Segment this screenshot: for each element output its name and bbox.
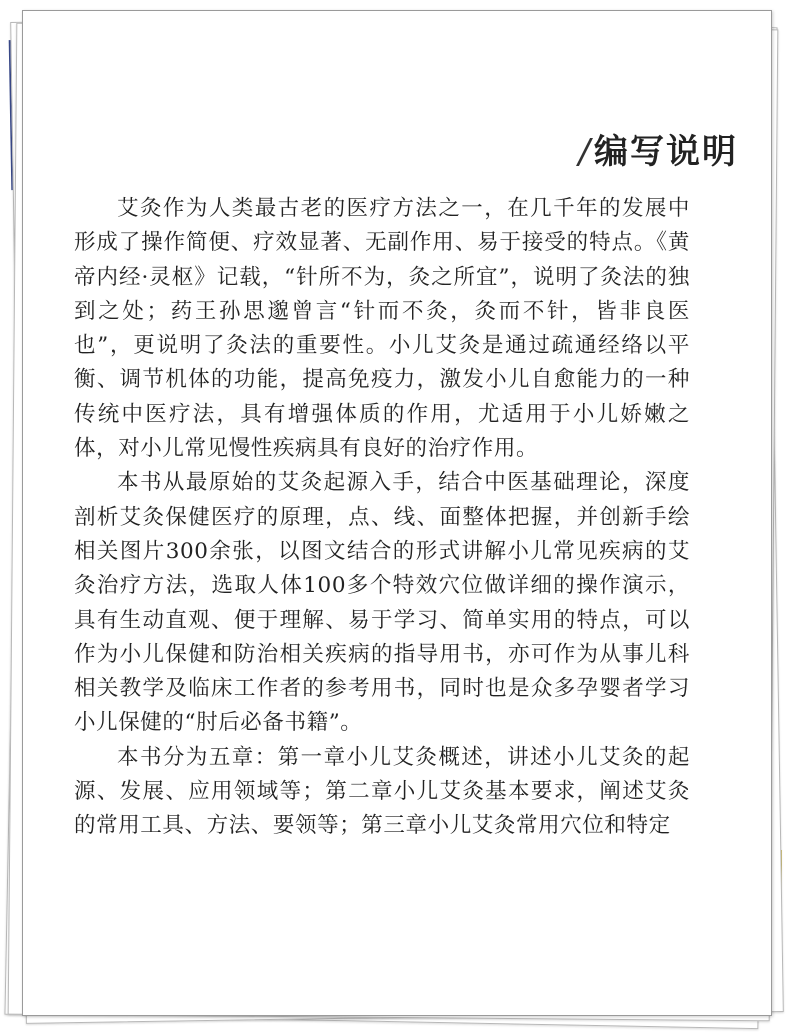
body-text <box>74 192 690 844</box>
paragraph-3: 本书分为五章：第一章小儿艾灸概述，讲述小儿艾灸的起源、发展、应用领域等；第二章小儿艾灸基本要求，阐述艾灸的常用工具、方法、要领等；第三章小儿艾灸常用穴位和特定 <box>74 744 690 839</box>
title-slash: / <box>578 132 592 172</box>
paragraph-1: 艾灸作为人类最古老的医疗方法之一，在几千年的发展中形成了操作简便、疗效显著、无副作用、易于接受的特点。《黄帝内经·灵枢》记载，“针所不为，灸之所宜”，说明了灸法的独到之处；药王孙思邈曾言“针而不灸，灸而不针，皆非良医也”，更说明了灸法的重要性。小儿艾灸是通过疏通经络以平衡、调节机体的功能，提高免疫力，激发小儿自愈能力的一种传统中医疗法，具有增强体质的作用，尤适用于小儿娇嫩之体，对小儿常见慢性疾病具有良好的治疗作用。 <box>74 196 690 462</box>
title-text: 编写说明 <box>594 132 738 172</box>
paragraph-2: 本书从最原始的艾灸起源入手，结合中医基础理论，深度剖析艾灸保健医疗的原理，点、线、面整体把握，并创新手绘相关图片300余张，以图文结合的形式讲解小儿常见疾病的艾灸治疗方法，选取人体100多个特效穴位做详细的操作演示，具有生动直观、便于理解、易于学习、简单实用的特点，可以作为小儿保健和防治相关疾病的指导用书，亦可作为从事儿科相关教学及临床工作者的参考用书，同时也是众多孕婴者学习小儿保健的“肘后必备书籍”。 <box>74 470 690 736</box>
page-title <box>579 124 738 173</box>
